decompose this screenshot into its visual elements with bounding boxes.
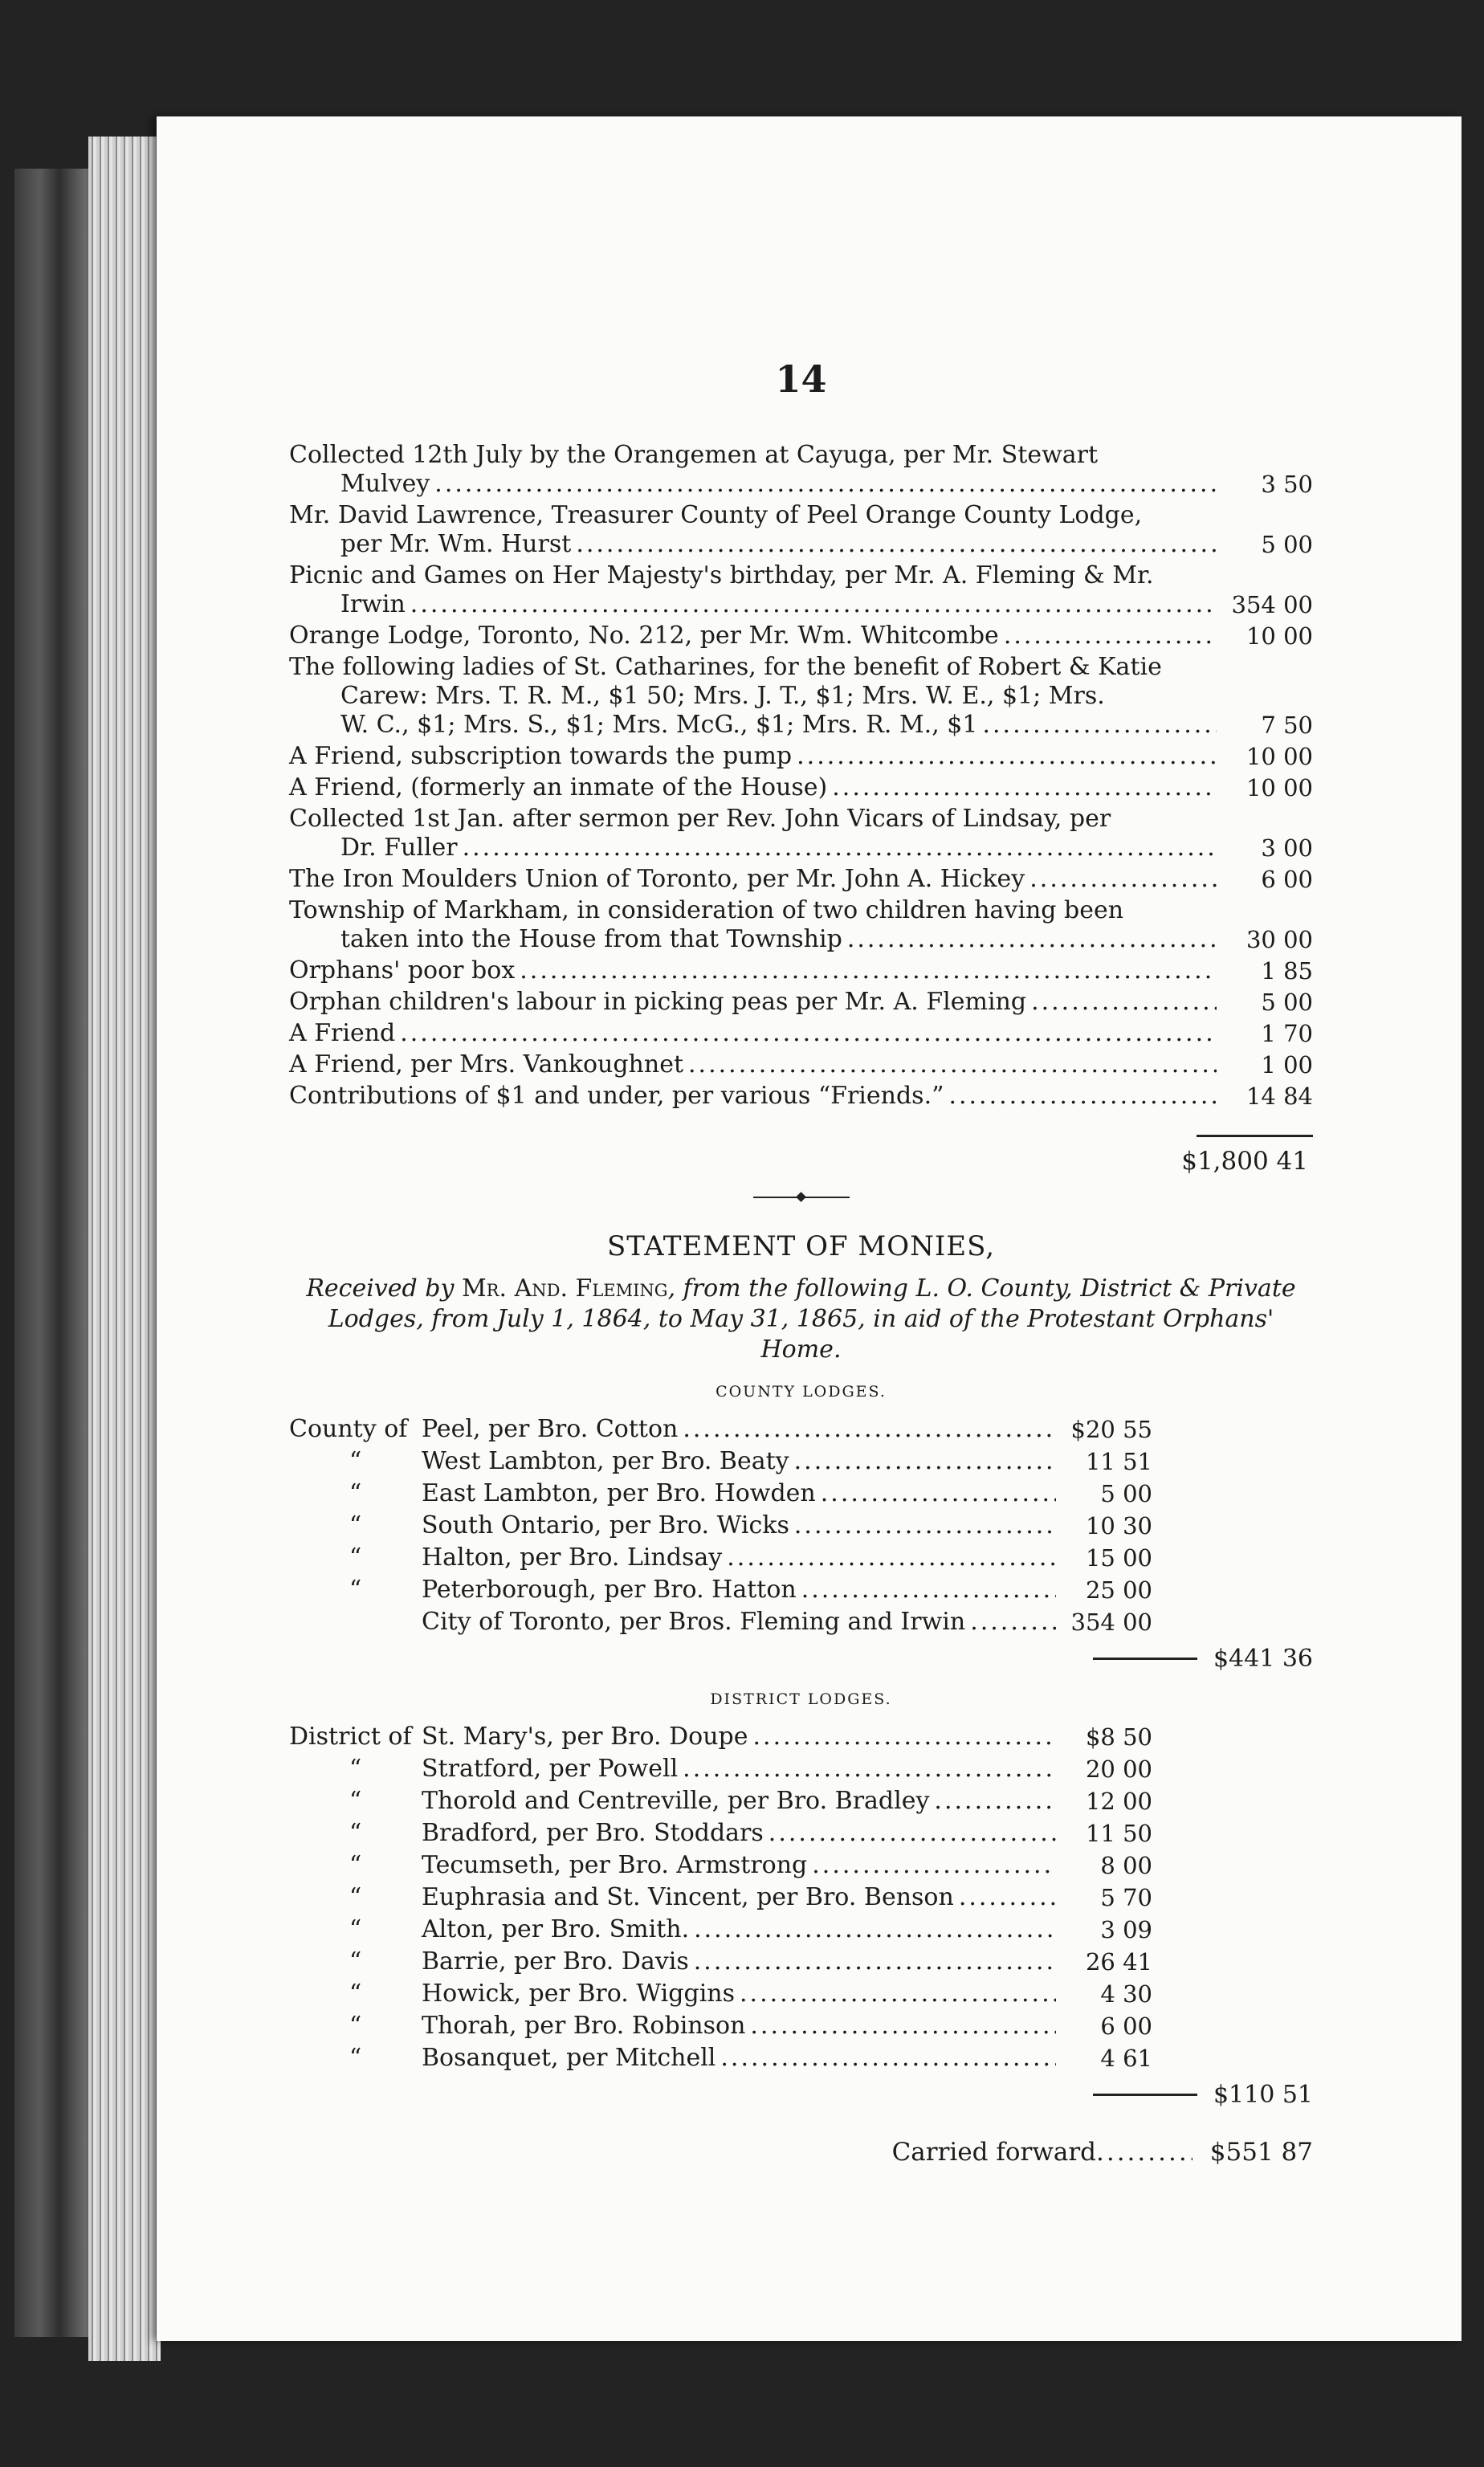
leader-dots: [1025, 865, 1217, 894]
entry-description: [289, 1050, 1217, 1079]
entry-amount: 30 00: [1246, 926, 1313, 953]
leader-dots: [789, 1446, 1056, 1478]
page-content: [289, 357, 1313, 2167]
lodge-row: [289, 1574, 1152, 1606]
entry-line: Carew: Mrs. T. R. M., $1 50; Mrs. J. T., $1; Mrs. W. E., $1; Mrs.: [340, 682, 1105, 710]
entry-last-line: [289, 956, 1217, 985]
lodge-row: [289, 1721, 1152, 1753]
leader-dots: [807, 1849, 1056, 1882]
lodge-prefix: “: [349, 1755, 362, 1783]
lodge-amount: $8 50: [1085, 1723, 1152, 1751]
entry-last-line: [289, 1019, 1217, 1048]
entry-description: [289, 441, 1217, 499]
donation-entry: [289, 773, 1313, 802]
lodge-prefix: “: [349, 1479, 362, 1507]
entry-description: [289, 561, 1217, 619]
received-from-text: , from the following L. O. County, District & Private: [667, 1274, 1296, 1303]
entry-last-line: [289, 470, 1217, 499]
lodge-name: Peel, per Bro. Cotton: [422, 1415, 679, 1443]
district-lodges-heading: DISTRICT LODGES.: [710, 1690, 892, 1708]
county-subtotal: $441 36: [1213, 1645, 1313, 1673]
entry-last-line: [289, 988, 1217, 1017]
lodge-amount: 12 00: [1085, 1788, 1152, 1815]
leader-dots: [683, 1050, 1217, 1079]
received-period-text: Lodges, from July 1, 1864, to May 31, 1865, in aid of the Protestant Orphans' Home.: [328, 1305, 1274, 1364]
lodge-row: [289, 1978, 1152, 2010]
leader-dots: [789, 1510, 1056, 1542]
book-page: [157, 116, 1462, 2341]
leader-dots: [458, 834, 1217, 862]
leader-dots: [944, 1082, 1217, 1111]
lodge-prefix: “: [349, 1915, 362, 1943]
lodge-name: South Ontario, per Bro. Wicks: [422, 1511, 789, 1539]
leader-dots: [722, 1542, 1056, 1574]
lodge-amount: 11 50: [1085, 1820, 1152, 1847]
leader-dots: [816, 1478, 1056, 1510]
lodge-amount: 6 00: [1100, 2012, 1152, 2040]
lodge-name: Thorah, per Bro. Robinson: [422, 2012, 746, 2040]
leader-dots: [965, 1606, 1056, 1638]
lodge-row: [289, 1785, 1152, 1817]
carried-forward-label: Carried forward: [891, 2138, 1096, 2167]
statement-subtitle: [289, 1274, 1313, 1365]
donation-entry: [289, 501, 1313, 559]
entry-line: Irwin: [340, 590, 406, 618]
donation-entry: [289, 1050, 1313, 1079]
lodge-amount: 20 00: [1085, 1755, 1152, 1783]
donation-entry: [289, 742, 1313, 771]
donation-entry: [289, 441, 1313, 499]
donation-entry: [289, 865, 1313, 894]
lodge-prefix: “: [349, 1787, 362, 1815]
entry-amount: 5 00: [1261, 989, 1313, 1016]
entry-amount: 10 00: [1246, 774, 1313, 801]
entry-amount: 1 00: [1261, 1051, 1313, 1079]
lodge-name: St. Mary's, per Bro. Doupe: [422, 1723, 748, 1751]
lodge-name: Barrie, per Bro. Davis: [422, 1947, 689, 1976]
donation-entry: [289, 896, 1313, 954]
entry-amount: 354 00: [1231, 591, 1313, 618]
entry-amount: 5 00: [1261, 531, 1313, 558]
entry-line: Mulvey: [340, 470, 430, 498]
entry-last-line: [289, 742, 1217, 771]
lodge-amount: 25 00: [1085, 1576, 1152, 1604]
lodge-amount: 3 09: [1100, 1916, 1152, 1943]
lodge-name: Peterborough, per Bro. Hatton: [422, 1576, 797, 1604]
entry-line: Orphans' poor box: [289, 956, 516, 985]
entry-description: [289, 742, 1217, 771]
district-lodges-list: [289, 1721, 1152, 2074]
entry-line: The Iron Moulders Union of Toronto, per Mr. John A. Hickey: [289, 865, 1025, 893]
leader-dots: [1026, 988, 1217, 1017]
lodge-name: Howick, per Bro. Wiggins: [422, 1980, 735, 2008]
entry-amount: 6 00: [1261, 866, 1313, 893]
lodge-row: [289, 1946, 1152, 1978]
lodge-prefix: “: [349, 1447, 362, 1475]
donation-entry: [289, 988, 1313, 1017]
entry-last-line: [289, 1050, 1217, 1079]
leader-dots: [745, 2010, 1056, 2042]
entry-amount: 10 00: [1246, 743, 1313, 770]
lodge-prefix: “: [349, 2044, 362, 2072]
lodge-name: Bosanquet, per Mitchell: [422, 2044, 716, 2072]
entry-description: [289, 956, 1217, 985]
lodge-amount: 4 30: [1100, 1980, 1152, 2008]
lodge-row: [289, 1914, 1152, 1946]
leader-dots: [430, 470, 1217, 499]
lodge-prefix: “: [349, 1819, 362, 1847]
lodge-prefix: District of: [289, 1723, 412, 1751]
entry-line: taken into the House from that Township: [340, 925, 842, 953]
lodge-prefix: “: [349, 1511, 362, 1539]
entry-amount: 7 50: [1261, 712, 1313, 739]
leader-dots: [748, 1721, 1056, 1753]
lodge-row: [289, 1413, 1152, 1446]
lodge-prefix: “: [349, 1947, 362, 1976]
lodge-row: [289, 1446, 1152, 1478]
entry-amount: 3 00: [1261, 834, 1313, 862]
entry-amount: 10 00: [1246, 622, 1313, 650]
entry-last-line: [289, 530, 1217, 559]
lodge-prefix: “: [349, 1851, 362, 1879]
leader-dots: [406, 590, 1217, 619]
entry-line: Dr. Fuller: [340, 834, 458, 862]
leader-dots: [678, 1753, 1056, 1785]
lodge-amount: $20 55: [1070, 1416, 1152, 1443]
leader-dots: [735, 1978, 1056, 2010]
donation-total: $1,800 41: [1181, 1147, 1308, 1176]
donation-entry: [289, 1082, 1313, 1111]
lodge-amount: 26 41: [1085, 1948, 1152, 1976]
entry-line: A Friend, (formerly an inmate of the House): [289, 773, 828, 801]
lodge-prefix: “: [349, 1543, 362, 1572]
lodge-row: [289, 1817, 1152, 1849]
received-by-text: Received by: [306, 1274, 462, 1303]
lodge-row: [289, 1753, 1152, 1785]
donation-list: [289, 441, 1313, 1111]
entry-description: [289, 773, 1217, 802]
entry-description: [289, 1019, 1217, 1048]
lodge-prefix: County of: [289, 1415, 408, 1443]
leader-dots: [689, 1946, 1056, 1978]
page-edges: [88, 137, 161, 2361]
entry-last-line: [289, 622, 1217, 650]
entry-description: [289, 988, 1217, 1017]
entry-line: Collected 12th July by the Orangemen at Cayuga, per Mr. Stewart: [289, 441, 1099, 469]
entry-amount: 1 70: [1261, 1020, 1313, 1047]
subtotal-rule: [1093, 1658, 1197, 1660]
entry-description: [289, 1082, 1217, 1111]
lodge-row: [289, 1478, 1152, 1510]
entry-last-line: [289, 925, 1217, 954]
lodge-name: Alton, per Bro. Smith.: [422, 1915, 690, 1943]
leader-dots: [827, 773, 1217, 802]
donation-entry: [289, 1019, 1313, 1048]
district-subtotal: $110 51: [1213, 2081, 1313, 2109]
received-by-name: Mr. And. Fleming: [461, 1274, 668, 1303]
county-lodges-heading: COUNTY LODGES.: [716, 1383, 887, 1401]
entry-amount: 1 85: [1261, 957, 1313, 985]
lodge-name: East Lambton, per Bro. Howden: [422, 1479, 816, 1507]
lodge-amount: 15 00: [1085, 1544, 1152, 1572]
entry-line: A Friend, subscription towards the pump: [289, 742, 793, 770]
entry-amount: 14 84: [1246, 1083, 1313, 1110]
entry-line: Orange Lodge, Toronto, No. 212, per Mr. Wm. Whitcombe: [289, 622, 999, 650]
entry-line: A Friend, per Mrs. Vankoughnet: [289, 1050, 684, 1079]
entry-line: Mr. David Lawrence, Treasurer County of Peel Orange County Lodge,: [289, 501, 1143, 529]
total-rule: [1197, 1135, 1313, 1137]
entry-description: [289, 622, 1217, 650]
leader-dots: [764, 1817, 1056, 1849]
lodge-row: [289, 1542, 1152, 1574]
lodge-row: [289, 1882, 1152, 1914]
lodge-name: Bradford, per Bro. Stoddars: [422, 1819, 764, 1847]
subtotal-rule: [1093, 2094, 1197, 2096]
section-separator: [753, 1197, 850, 1198]
donation-entry: [289, 561, 1313, 619]
entry-last-line: [289, 773, 1217, 802]
leader-dots: [792, 742, 1217, 771]
lodge-prefix: “: [349, 1883, 362, 1911]
lodge-row: [289, 2010, 1152, 2042]
lodge-name: City of Toronto, per Bros. Fleming and Irwin: [422, 1608, 966, 1636]
lodge-prefix: “: [349, 2012, 362, 2040]
page-number: 14: [775, 357, 827, 401]
lodge-amount: 8 00: [1100, 1852, 1152, 1879]
lodge-name: Euphrasia and St. Vincent, per Bro. Benson: [422, 1883, 954, 1911]
entry-last-line: [289, 834, 1217, 862]
entry-line: Collected 1st Jan. after sermon per Rev. John Vicars of Lindsay, per: [289, 805, 1111, 833]
lodge-name: West Lambton, per Bro. Beaty: [422, 1447, 789, 1475]
entry-line: W. C., $1; Mrs. S., $1; Mrs. McG., $1; Mrs. R. M., $1: [340, 711, 978, 739]
county-lodges-list: [289, 1413, 1152, 1638]
leader-dots: [999, 622, 1217, 650]
entry-line: Picnic and Games on Her Majesty's birthday, per Mr. A. Fleming & Mr.: [289, 561, 1154, 589]
entry-last-line: [289, 865, 1217, 894]
lodge-row: [289, 2042, 1152, 2074]
entry-line: per Mr. Wm. Hurst: [340, 530, 572, 558]
leader-dots: [842, 925, 1217, 954]
leader-dots: [929, 1785, 1056, 1817]
district-subtotal-row: [289, 2081, 1313, 2109]
entry-line: A Friend: [289, 1019, 396, 1047]
leader-dots: [716, 2042, 1056, 2074]
entry-description: [289, 501, 1217, 559]
donation-entry: [289, 805, 1313, 862]
carried-forward-amount: $551 87: [1209, 2138, 1313, 2167]
lodge-name: Thorold and Centreville, per Bro. Bradley: [422, 1787, 930, 1815]
leader-dots: [395, 1019, 1217, 1048]
donation-entry: [289, 956, 1313, 985]
entry-line: Township of Markham, in consideration of two children having been: [289, 896, 1124, 924]
entry-last-line: [289, 590, 1217, 619]
donation-entry: [289, 622, 1313, 650]
entry-description: [289, 865, 1217, 894]
leader-dots: [678, 1413, 1056, 1446]
leader-dots: [571, 530, 1217, 559]
leader-dots: [515, 956, 1217, 985]
entry-description: [289, 653, 1217, 740]
entry-line: Orphan children's labour in picking peas per Mr. A. Fleming: [289, 988, 1027, 1016]
carried-forward-row: [289, 2138, 1313, 2167]
lodge-amount: 11 51: [1085, 1448, 1152, 1475]
lodge-amount: 10 30: [1085, 1512, 1152, 1539]
lodge-row: [289, 1606, 1152, 1638]
county-subtotal-row: [289, 1645, 1313, 1673]
entry-last-line: [289, 1082, 1217, 1111]
lodge-amount: 5 70: [1100, 1884, 1152, 1911]
lodge-row: [289, 1510, 1152, 1542]
leader-dots: [1096, 2138, 1192, 2167]
entry-amount: 3 50: [1261, 471, 1313, 498]
leader-dots: [954, 1882, 1056, 1914]
entry-last-line: [289, 711, 1217, 740]
lodge-name: Halton, per Bro. Lindsay: [422, 1543, 723, 1572]
entry-line: Contributions of $1 and under, per various “Friends.”: [289, 1082, 944, 1110]
lodge-amount: 354 00: [1070, 1609, 1152, 1636]
entry-line: The following ladies of St. Catharines, for the benefit of Robert & Katie: [289, 653, 1162, 681]
lodge-name: Stratford, per Powell: [422, 1755, 679, 1783]
lodge-amount: 5 00: [1100, 1480, 1152, 1507]
leader-dots: [689, 1914, 1056, 1946]
leader-dots: [797, 1574, 1056, 1606]
lodge-prefix: “: [349, 1980, 362, 2008]
lodge-amount: 4 61: [1100, 2045, 1152, 2072]
leader-dots: [977, 711, 1217, 740]
donation-entry: [289, 653, 1313, 740]
lodge-row: [289, 1849, 1152, 1882]
lodge-prefix: “: [349, 1576, 362, 1604]
statement-title: STATEMENT OF MONIES,: [606, 1230, 996, 1262]
lodge-name: Tecumseth, per Bro. Armstrong: [422, 1851, 808, 1879]
entry-description: [289, 896, 1217, 954]
entry-description: [289, 805, 1217, 862]
